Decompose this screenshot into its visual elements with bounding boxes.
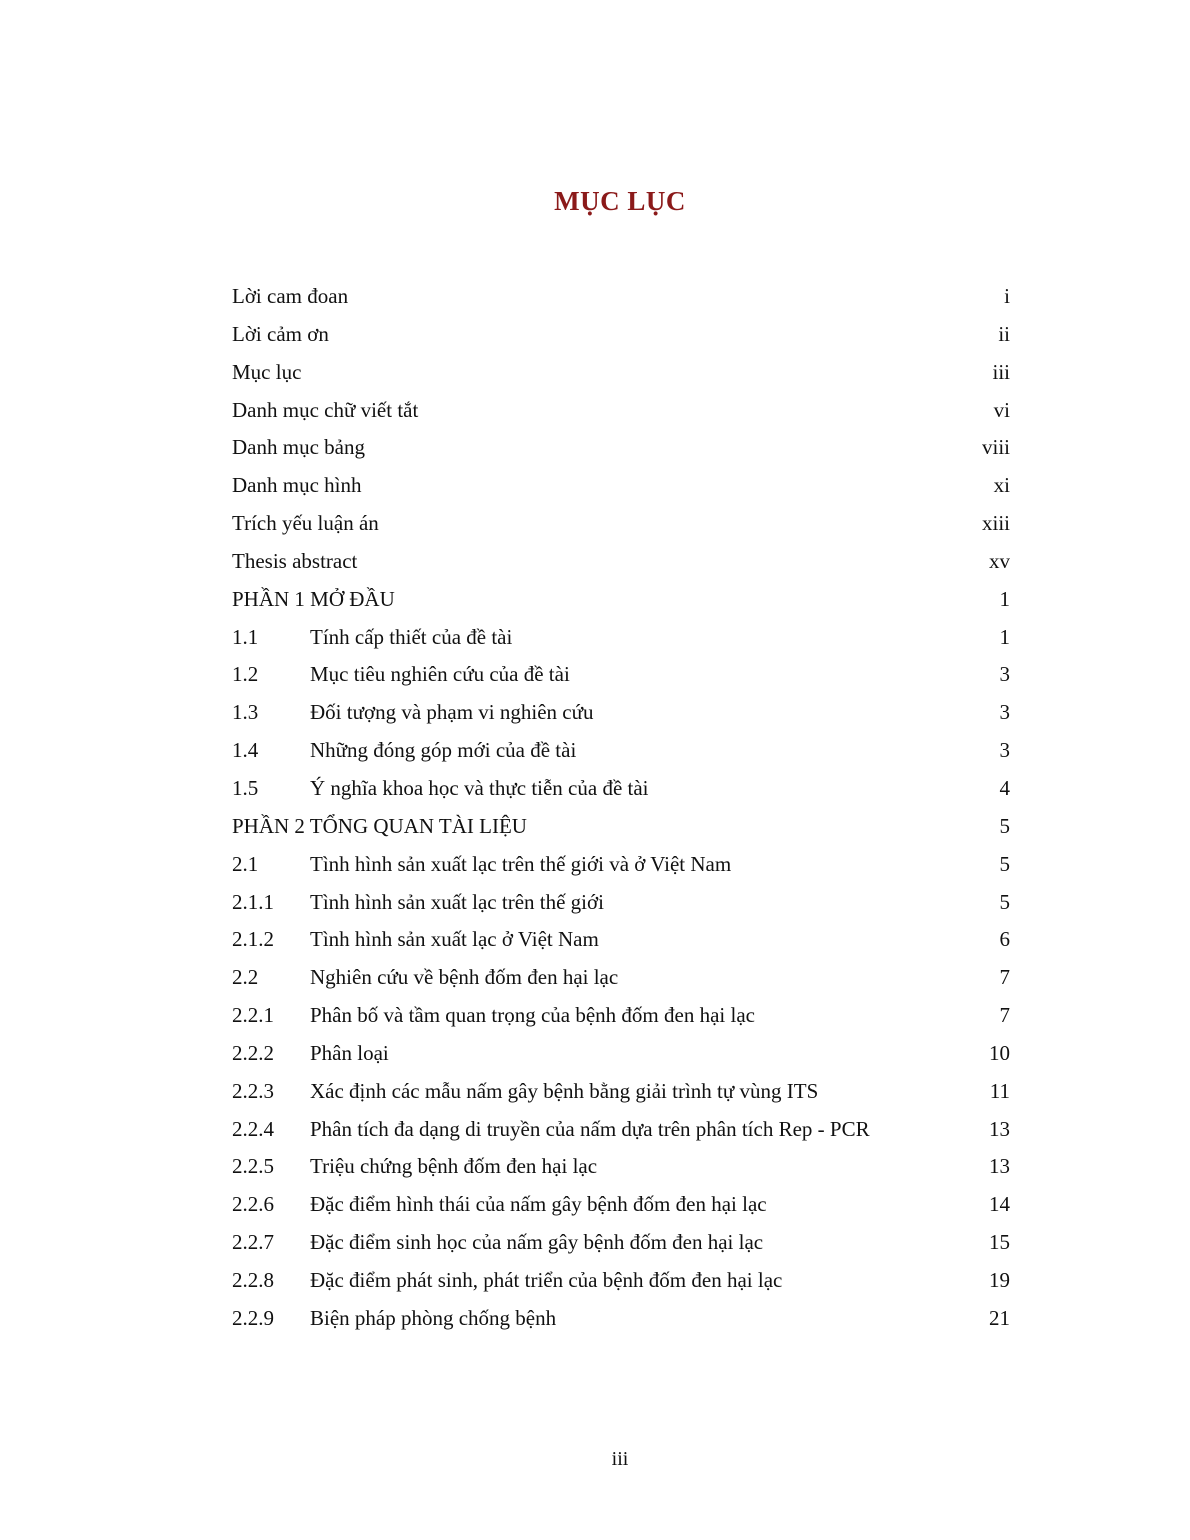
toc-entry[interactable] (232, 732, 1010, 770)
toc-entry-label: Tính cấp thiết của đề tài (310, 624, 513, 649)
toc-entry-number: 2.1.1 (232, 889, 274, 914)
toc-entry-label: Lời cảm ơn (232, 321, 329, 346)
toc-entry[interactable] (232, 543, 1010, 581)
toc-entry[interactable] (232, 429, 1010, 467)
toc-entry-page: 5 (999, 889, 1010, 914)
page-number: iii (611, 1448, 629, 1470)
toc-entry-label: Danh mục bảng (232, 435, 365, 460)
toc-entry-number: 2.2.9 (232, 1305, 274, 1330)
toc-entry-label: Mục tiêu nghiên cứu của đề tài (310, 662, 570, 687)
toc-entry[interactable] (232, 505, 1010, 543)
toc-entry-number: 2.2.3 (232, 1078, 274, 1103)
toc-entry-page: 7 (999, 1003, 1010, 1028)
toc-entry-label: Những đóng góp mới của đề tài (310, 738, 577, 763)
toc-entry[interactable] (232, 1035, 1010, 1073)
toc-entry-page: xv (989, 548, 1010, 573)
toc-entry-page: 1 (999, 586, 1010, 611)
toc-entry-label: PHẦN 2 TỔNG QUAN TÀI LIỆU (232, 813, 527, 838)
toc-entry-label: Lời cam đoan (232, 284, 349, 308)
toc-entry-page: 21 (989, 1305, 1010, 1330)
toc-entry-label: Xác định các mẫu nấm gây bệnh bằng giải trình tự vùng ITS (310, 1078, 819, 1103)
toc-entry-label: Ý nghĩa khoa học và thực tiễn của đề tài (310, 775, 649, 800)
toc-entry-page: 13 (989, 1154, 1010, 1179)
toc-entry-number: 1.5 (232, 775, 259, 800)
toc-entry-label: Thesis abstract (232, 548, 358, 573)
toc-entry[interactable] (232, 1224, 1010, 1262)
toc-entry-page: 7 (999, 965, 1010, 990)
toc-entry-page: 1 (999, 624, 1010, 649)
toc-entry-label: Biện pháp phòng chống bệnh (310, 1305, 557, 1330)
toc-entry-number: 2.2.7 (232, 1230, 274, 1255)
toc-entry[interactable] (232, 959, 1010, 997)
toc-entry-label: Danh mục hình (232, 473, 362, 498)
toc-entry[interactable] (232, 354, 1010, 392)
toc-entry-page: viii (981, 435, 1010, 460)
toc-entry-number: 2.2.4 (232, 1116, 274, 1141)
toc-entry[interactable] (232, 997, 1010, 1035)
toc-entry[interactable] (232, 1262, 1010, 1300)
toc-entry-label: Phân loại (310, 1040, 389, 1065)
toc-entry[interactable] (232, 278, 1010, 316)
toc-entry-label: PHẦN 1 MỞ ĐẦU (232, 586, 395, 611)
toc-entry-page: 10 (989, 1040, 1010, 1065)
toc-entry-number: 1.1 (232, 624, 259, 649)
toc-entry[interactable] (232, 694, 1010, 732)
toc-entry-number: 2.2.5 (232, 1154, 274, 1179)
toc-entry-label: Trích yếu luận án (232, 511, 379, 536)
toc-entry-label: Triệu chứng bệnh đốm đen hại lạc (310, 1154, 598, 1179)
toc-entry-number: 1.2 (232, 662, 259, 687)
toc-entry-label: Nghiên cứu về bệnh đốm đen hại lạc (310, 965, 619, 990)
toc-entry-number: 2.2.2 (232, 1040, 274, 1065)
toc-entry-page: xi (993, 473, 1010, 498)
toc-entry[interactable] (232, 846, 1010, 884)
table-of-contents (232, 278, 1010, 1338)
toc-entry-page: 19 (989, 1267, 1010, 1292)
toc-entry-page: 3 (999, 700, 1010, 725)
toc-entry-label: Đặc điểm sinh học của nấm gây bệnh đốm đen hại lạc (310, 1230, 764, 1255)
toc-entry-number: 1.3 (232, 700, 259, 725)
toc-entry-page: iii (992, 359, 1010, 384)
toc-entry[interactable] (232, 884, 1010, 922)
toc-entry-label: Phân tích đa dạng di truyền của nấm dựa trên phân tích Rep - PCR (310, 1116, 870, 1141)
toc-entry[interactable] (232, 1073, 1010, 1111)
toc-entry[interactable] (232, 316, 1010, 354)
toc-entry-page: 4 (999, 775, 1010, 800)
toc-entry[interactable] (232, 656, 1010, 694)
toc-entry-label: Tình hình sản xuất lạc trên thế giới và ở Việt Nam (310, 851, 732, 876)
toc-entry-page: 13 (989, 1116, 1010, 1141)
toc-entry[interactable] (232, 770, 1010, 808)
toc-entry[interactable] (232, 467, 1010, 505)
toc-entry[interactable] (232, 1186, 1010, 1224)
toc-entry-number: 2.1.2 (232, 927, 274, 952)
toc-entry-number: 2.2.6 (232, 1192, 274, 1217)
toc-entry-number: 2.2.1 (232, 1003, 274, 1028)
toc-entry-page: 6 (999, 927, 1010, 952)
toc-entry[interactable] (232, 392, 1010, 430)
toc-entry-label: Tình hình sản xuất lạc trên thế giới (310, 889, 604, 914)
toc-entry-page: 11 (989, 1078, 1010, 1103)
toc-entry-number: 2.2 (232, 965, 259, 990)
toc-entry-number: 1.4 (232, 738, 259, 763)
toc-entry-page: 5 (999, 851, 1010, 876)
toc-entry[interactable] (232, 1111, 1010, 1149)
toc-entry-page: 15 (989, 1230, 1010, 1255)
toc-entry-page: vi (993, 397, 1010, 422)
toc-entry-page: ii (998, 321, 1010, 346)
toc-entry[interactable] (232, 619, 1010, 657)
toc-entry-page: i (1004, 284, 1010, 308)
toc-entry-label: Đặc điểm phát sinh, phát triển của bệnh đốm đen hại lạc (310, 1267, 783, 1292)
page-title: MỤC LỤC (554, 186, 686, 216)
toc-entry[interactable] (232, 1148, 1010, 1186)
toc-entry-number: 2.2.8 (232, 1267, 274, 1292)
toc-entry-label: Đặc điểm hình thái của nấm gây bệnh đốm đen hại lạc (310, 1192, 767, 1217)
toc-entry-page: 5 (999, 813, 1010, 838)
toc-entry-number: 2.1 (232, 851, 259, 876)
toc-entry-label: Phân bố và tầm quan trọng của bệnh đốm đen hại lạc (310, 1003, 755, 1028)
toc-entry-page: 14 (989, 1192, 1010, 1217)
toc-entry-label: Danh mục chữ viết tắt (232, 397, 419, 422)
toc-entry-label: Mục lục (232, 359, 302, 384)
toc-entry-page: 3 (999, 662, 1010, 687)
toc-entry[interactable] (232, 1300, 1010, 1338)
toc-entry-page: 3 (999, 738, 1010, 763)
toc-entry-label: Đối tượng và phạm vi nghiên cứu (310, 700, 594, 725)
toc-entry[interactable] (232, 921, 1010, 959)
toc-entry-label: Tình hình sản xuất lạc ở Việt Nam (310, 927, 599, 952)
toc-entry-page: xiii (981, 511, 1010, 536)
toc-entry[interactable] (232, 581, 1010, 619)
toc-entry[interactable] (232, 808, 1010, 846)
